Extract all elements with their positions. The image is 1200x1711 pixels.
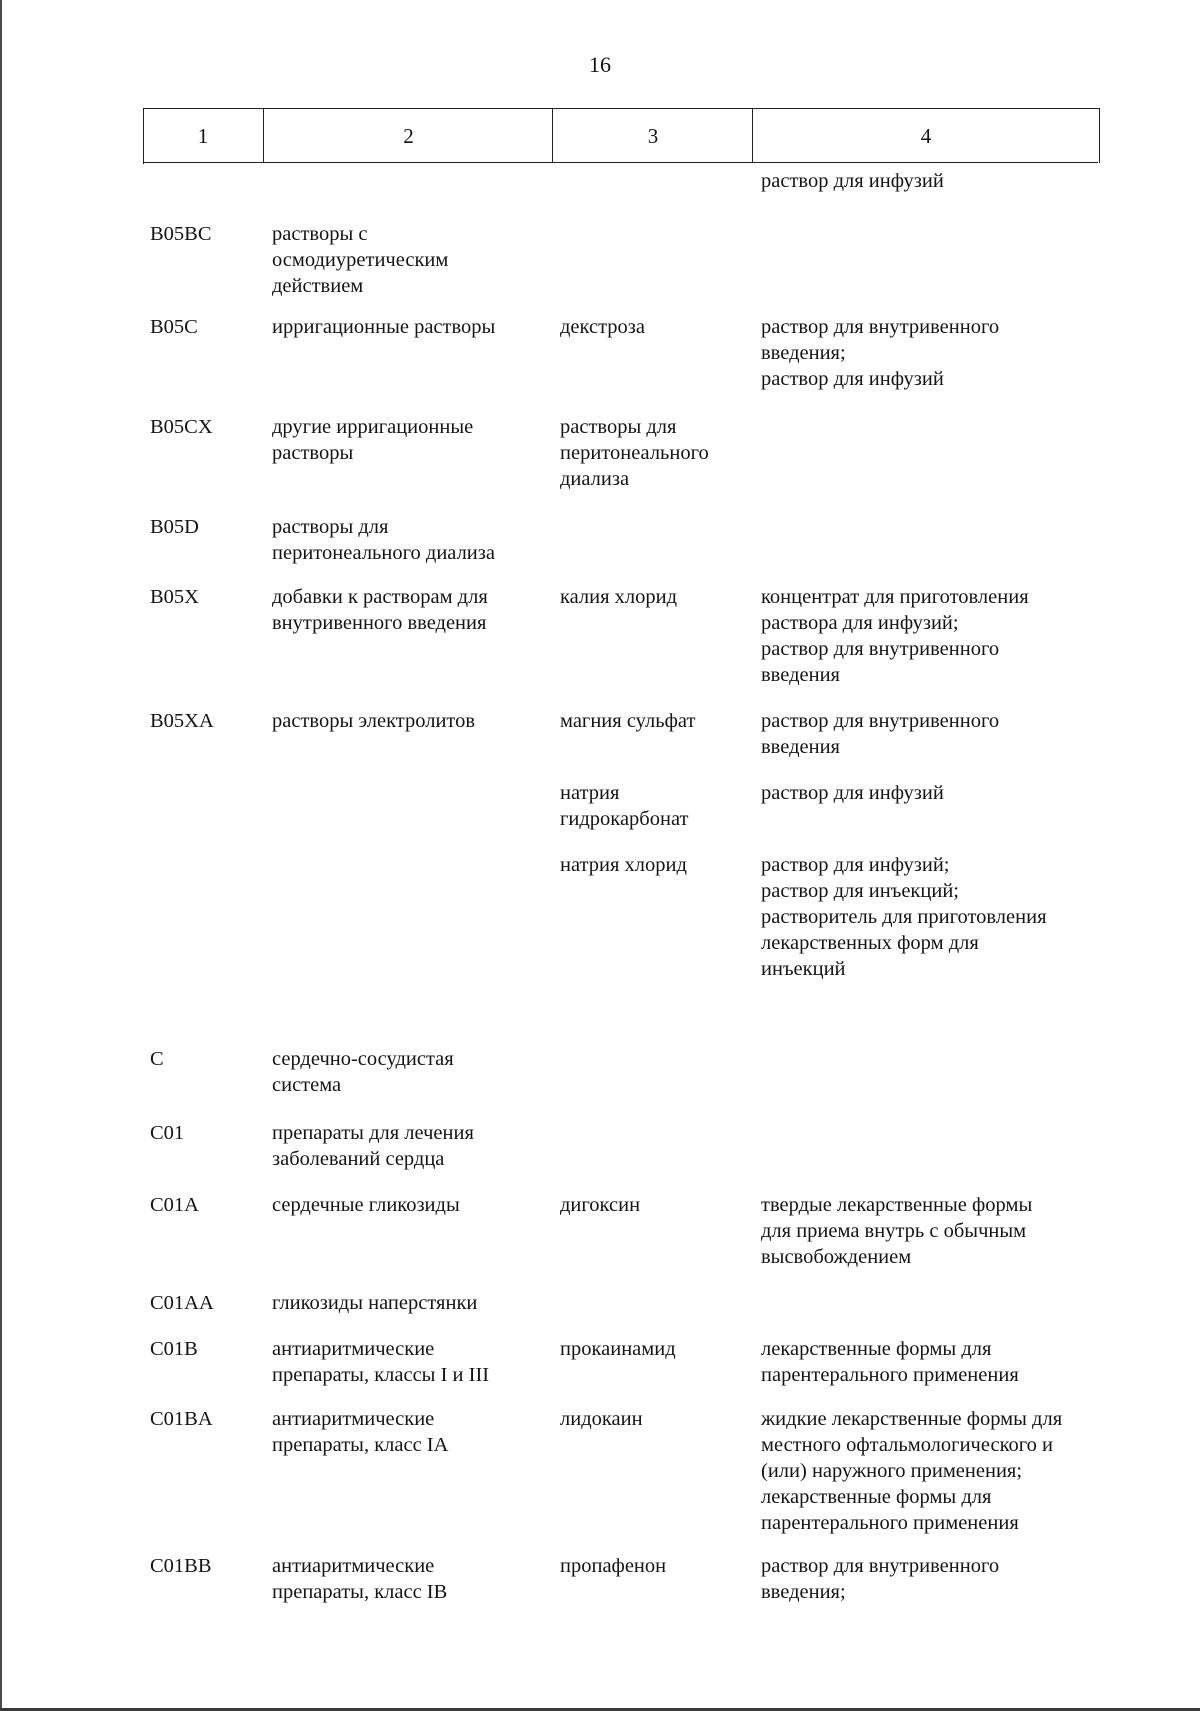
cell-group-line: растворы для <box>272 516 389 538</box>
cell-group-line: препараты, классы I и III <box>272 1364 490 1386</box>
cell-group-line: осмодиуретическим <box>272 249 449 271</box>
cell-substance-line: пропафенон <box>560 1555 667 1577</box>
cell-group-line: действием <box>272 275 364 297</box>
cell-code: B05CX <box>150 416 213 438</box>
header-col-2: 2 <box>263 109 553 163</box>
cell-code: C01BA <box>150 1408 213 1430</box>
cell-forms-line: лекарственных форм для <box>761 932 979 954</box>
cell-group-line: система <box>272 1074 342 1096</box>
cell-forms-line: раствор для инфузий; <box>761 854 950 876</box>
cell-forms-line: парентерального применения <box>761 1512 1019 1534</box>
cell-group-line: антиаритмические <box>272 1338 435 1360</box>
header-left-border <box>143 108 144 164</box>
cell-group <box>272 414 552 466</box>
cell-substance <box>560 1406 760 1432</box>
cell-forms <box>761 1553 1101 1605</box>
cell-substance-line: магния сульфат <box>560 710 696 732</box>
cell-forms-line: (или) наружного применения; <box>761 1460 1023 1482</box>
cell-group-line: препараты, класс IB <box>272 1581 448 1603</box>
cell-group-line: другие ирригационные <box>272 416 474 438</box>
cell-forms-line: растворитель для приготовления <box>761 906 1047 928</box>
cell-substance <box>560 584 760 610</box>
cell-forms <box>761 708 1101 760</box>
cell-forms-line: раствора для инфузий; <box>761 612 959 634</box>
cell-code: C <box>150 1048 164 1070</box>
cell-forms-line: раствор для инфузий <box>761 368 944 390</box>
cell-group <box>272 708 552 734</box>
cell-forms <box>761 584 1101 688</box>
cell-forms-line: раствор для инъекций; <box>761 880 959 902</box>
cell-group-line: препараты, класс IA <box>272 1434 449 1456</box>
cell-group-line: растворы электролитов <box>272 710 476 732</box>
cell-substance-line: натрия хлорид <box>560 854 687 876</box>
cell-group <box>272 1553 552 1605</box>
cell-group <box>272 1120 552 1172</box>
cell-substance-line: натрия <box>560 782 620 804</box>
cell-substance <box>560 414 760 492</box>
cell-forms-line: лекарственные формы для <box>761 1338 992 1360</box>
cell-substance-line: декстроза <box>560 316 645 338</box>
cell-substance-line: дигоксин <box>560 1194 641 1216</box>
cell-group-line: растворы <box>272 442 354 464</box>
cell-group <box>272 1290 552 1316</box>
cell-group-line: внутривенного введения <box>272 612 487 634</box>
cell-forms <box>761 1192 1101 1270</box>
cell-forms-line: раствор для инфузий <box>761 782 944 804</box>
cell-code: B05X <box>150 586 199 608</box>
cell-group-line: ирригационные растворы <box>272 316 496 338</box>
cell-forms-line: введения; <box>761 342 846 364</box>
cell-substance <box>560 1336 760 1362</box>
cell-forms-line: раствор для внутривенного <box>761 638 1000 660</box>
cell-substance <box>560 314 760 340</box>
cell-substance <box>560 780 760 832</box>
cell-forms-line: жидкие лекарственные формы для <box>761 1408 1063 1430</box>
cell-forms-line: раствор для инфузий <box>761 170 944 192</box>
cell-forms-line: введения <box>761 736 840 758</box>
cell-group <box>272 221 552 299</box>
cell-group <box>272 1336 552 1388</box>
cell-code: B05C <box>150 316 198 338</box>
cell-group-line: растворы с <box>272 223 368 245</box>
cell-group-line: гликозиды наперстянки <box>272 1292 478 1314</box>
cell-forms-line: местного офтальмологического и <box>761 1434 1053 1456</box>
cell-forms-line: для приема внутрь с обычным <box>761 1220 1027 1242</box>
cell-forms-line: раствор для внутривенного <box>761 1555 1000 1577</box>
cell-forms-line: раствор для внутривенного <box>761 710 1000 732</box>
cell-code: C01B <box>150 1338 198 1360</box>
cell-forms-line: введения; <box>761 1581 846 1603</box>
cell-substance-line: диализа <box>560 468 630 490</box>
scan-left-edge <box>0 0 2 1711</box>
cell-forms-line: раствор для внутривенного <box>761 316 1000 338</box>
cell-group-line: добавки к растворам для <box>272 586 488 608</box>
cell-substance-line: перитонеального <box>560 442 709 464</box>
cell-forms-line: лекарственные формы для <box>761 1486 992 1508</box>
cell-substance <box>560 1192 760 1218</box>
cell-substance <box>560 708 760 734</box>
cell-group-line: заболеваний сердца <box>272 1148 445 1170</box>
cell-forms <box>761 780 1101 806</box>
cell-forms-line: твердые лекарственные формы <box>761 1194 1033 1216</box>
cell-group-line: антиаритмические <box>272 1408 435 1430</box>
cell-code: C01A <box>150 1194 199 1216</box>
cell-code: C01AA <box>150 1292 214 1314</box>
cell-group <box>272 514 552 566</box>
cell-forms-line: парентерального применения <box>761 1364 1019 1386</box>
cell-substance-line: лидокаин <box>560 1408 643 1430</box>
cell-group-line: сердечно-сосудистая <box>272 1048 454 1070</box>
cell-forms <box>761 852 1101 982</box>
cell-group-line: антиаритмические <box>272 1555 435 1577</box>
cell-substance-line: прокаинамид <box>560 1338 676 1360</box>
cell-group <box>272 584 552 636</box>
cell-code: B05XA <box>150 710 214 732</box>
cell-code: C01 <box>150 1122 185 1144</box>
cell-group <box>272 314 552 340</box>
table-header-row <box>143 108 1100 165</box>
cell-forms-line: высвобождением <box>761 1246 912 1268</box>
cell-forms <box>761 314 1101 392</box>
page-number: 16 <box>589 52 611 77</box>
cell-forms-line: инъекций <box>761 958 846 980</box>
cell-forms <box>761 168 1101 194</box>
cell-substance-line: калия хлорид <box>560 586 678 608</box>
cell-forms <box>761 1406 1101 1536</box>
cell-forms-line: введения <box>761 664 840 686</box>
header-col-4: 4 <box>752 109 1100 163</box>
cell-group <box>272 1192 552 1218</box>
cell-group <box>272 1046 552 1098</box>
header-col-1: 1 <box>197 123 209 148</box>
cell-forms <box>761 1336 1101 1388</box>
cell-group <box>272 1406 552 1458</box>
cell-substance <box>560 1553 760 1579</box>
cell-substance-line: гидрокарбонат <box>560 808 689 830</box>
cell-group-line: перитонеального диализа <box>272 542 495 564</box>
header-col-3: 3 <box>552 109 753 163</box>
cell-group-line: препараты для лечения <box>272 1122 474 1144</box>
cell-code: C01BB <box>150 1555 212 1577</box>
header-bottom-border <box>143 162 1098 163</box>
cell-substance-line: растворы для <box>560 416 677 438</box>
cell-code: B05D <box>150 516 199 538</box>
cell-forms-line: концентрат для приготовления <box>761 586 1029 608</box>
cell-group-line: сердечные гликозиды <box>272 1194 460 1216</box>
cell-code: B05BC <box>150 223 212 245</box>
cell-substance <box>560 852 760 878</box>
